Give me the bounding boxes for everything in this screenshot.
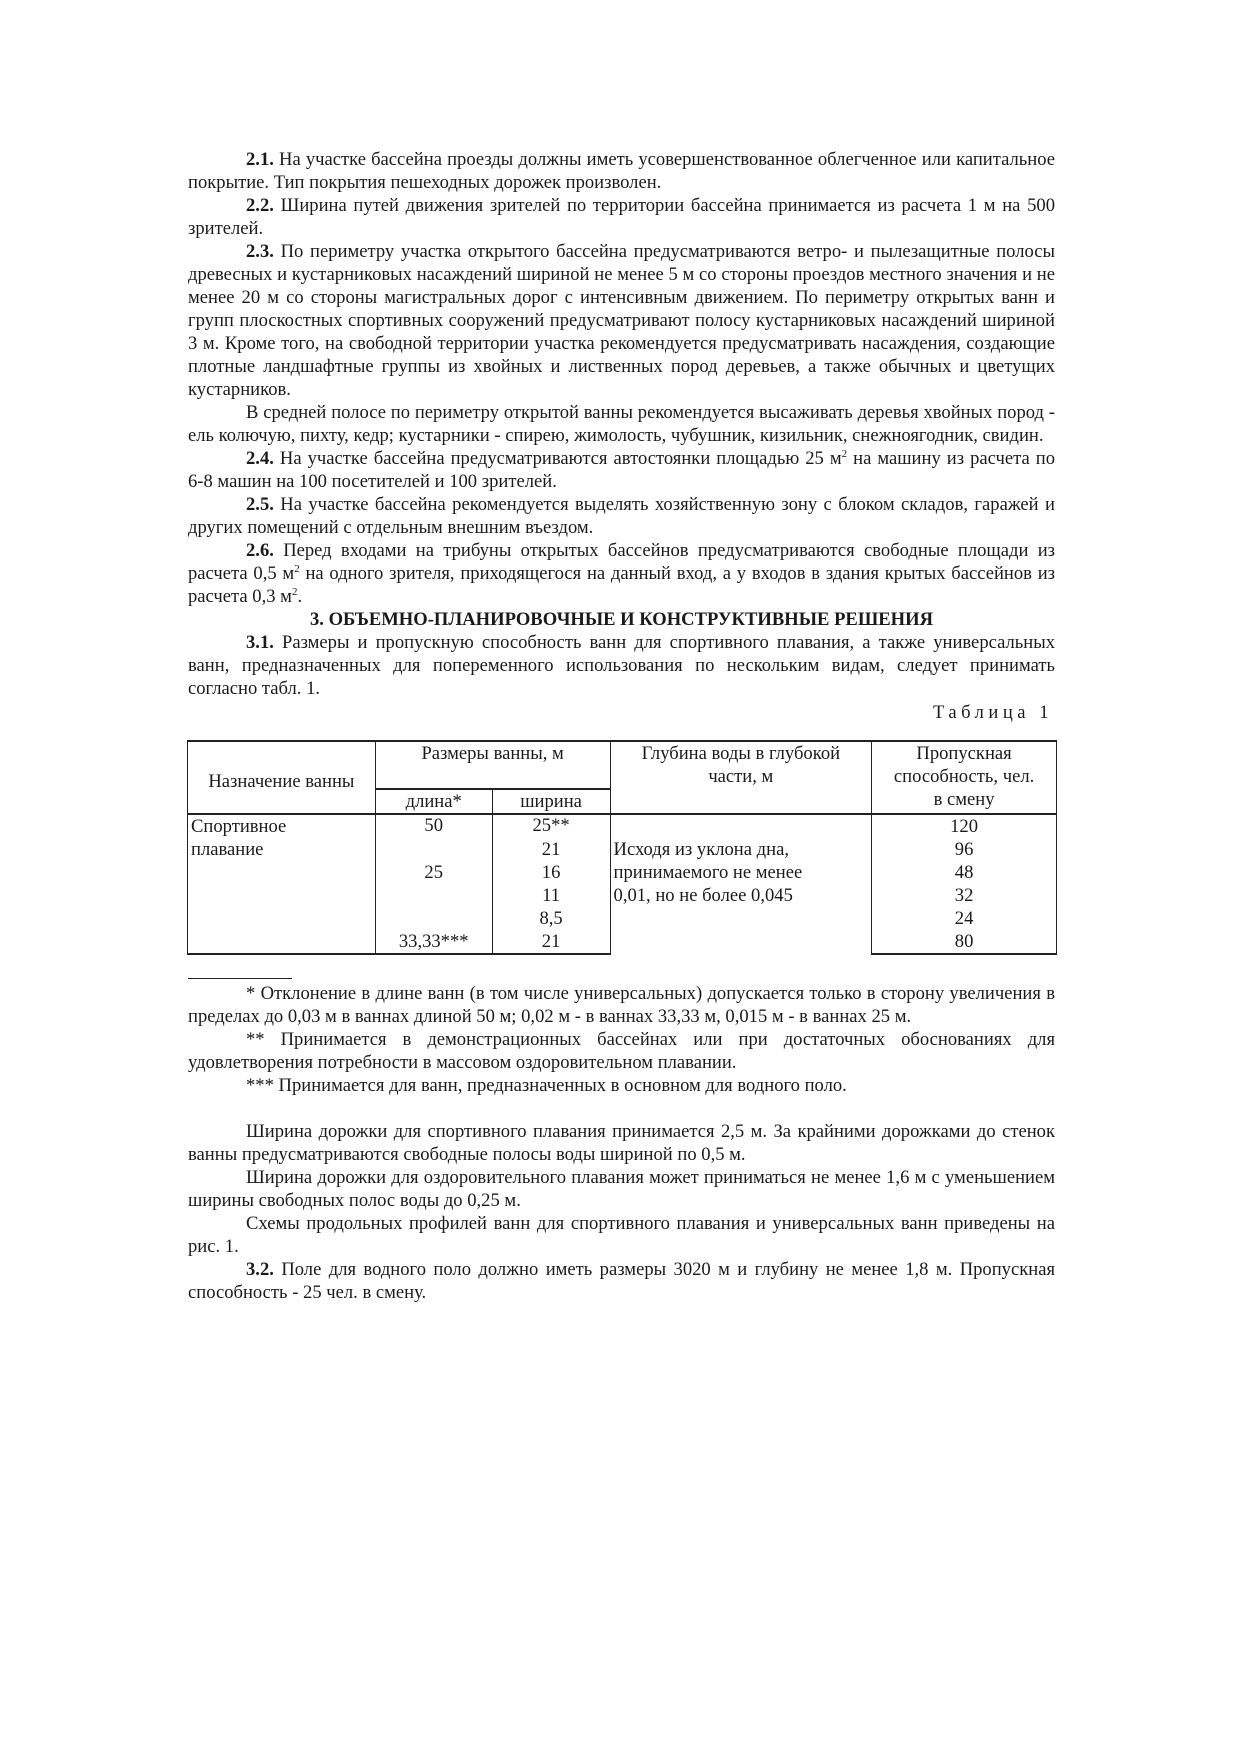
spacer <box>188 1097 1055 1120</box>
section-number: 2.2. <box>246 195 274 216</box>
paragraph-2-5: 2.5. На участке бассейна рекомендуется выделять хозяйственную зону с блоком складов, гаражей и других помещений с отдельным внешним въездом. <box>188 494 1055 538</box>
paragraph-2-2: 2.2. Ширина путей движения зрителей по территории бассейна принимается из расчета 1 м на 500 зрителей. <box>188 195 1055 239</box>
cell-capacity: 120 <box>872 814 1057 838</box>
cell-length: 33,33*** <box>375 930 492 954</box>
footnote-separator <box>188 978 292 979</box>
cell-purpose <box>188 930 376 954</box>
section-number: 2.3. <box>246 241 274 262</box>
paragraph-health-lane-width: Ширина дорожки для оздоровительного плавания может приниматься не менее 1,6 м с уменьшением ширины свободных полос воды до 0,25 м. <box>188 1167 1055 1211</box>
cell-width: 16 <box>492 861 610 884</box>
header-dimensions: Размеры ванны, м <box>375 741 610 789</box>
cell-depth: Исходя из уклона дна, принимаемого не менее 0,01, но не более 0,045 <box>610 814 872 954</box>
cell-width: 25** <box>492 814 610 838</box>
section-number: 3.2. <box>246 1259 274 1280</box>
pool-dimensions-table <box>187 740 1057 955</box>
document-page <box>188 148 1055 1304</box>
cell-width: 21 <box>492 930 610 954</box>
section-heading-3: 3. ОБЪЕМНО-ПЛАНИРОВОЧНЫЕ И КОНСТРУКТИВНЫЕ РЕШЕНИЯ <box>309 609 934 630</box>
cell-capacity: 32 <box>872 884 1057 907</box>
header-purpose: Назначение ванны <box>188 741 376 814</box>
footnote-1: * Отклонение в длине ванн (в том числе универсальных) допускается только в сторону увеличения в пределах до 0,03 м в ваннах длиной 50 м; 0,02 м - в ваннах 33,33 м, 0,015 м - в ваннах 25 м. <box>188 983 1055 1027</box>
paragraph-profiles: Схемы продольных профилей ванн для спортивного плавания и универсальных ванн приведены на рис. 1. <box>188 1213 1055 1257</box>
cell-length: 25 <box>375 861 492 884</box>
section-number: 2.6. <box>246 540 274 561</box>
cell-capacity: 80 <box>872 930 1057 954</box>
header-width: ширина <box>492 789 610 814</box>
paragraph-2-6: 2.6. Перед входами на трибуны открытых бассейнов предусматриваются свободные площади из расчета 0,5 $м^2$ на одного зрителя, приходящегося на данный вход, а у входов в здания крытых бассейнов из расчета 0,3 $м^2$. <box>188 540 1055 607</box>
paragraph-lane-width: Ширина дорожки для спортивного плавания принимается 2,5 м. За крайними дорожками до стенок ванны предусматриваются свободные полосы воды шириной по 0,5 м. <box>188 1121 1055 1165</box>
paragraph-2-3-planting: В средней полосе по периметру открытой ванны рекомендуется высаживать деревья хвойных пород - ель колючую, пихту, кедр; кустарники - спирею, жимолость, чубушник, кизильник, снежноягодник, свидин. <box>188 402 1055 446</box>
paragraph-2-3: 2.3. По периметру участка открытого бассейна предусматриваются ветро- и пылезащитные полосы древесных и кустарниковых насаждений шириной не менее 5 м со стороны проездов местного значения и не менее 20 м со стороны магистральных дорог с интенсивным движением. По периметру открытых ванн и групп плоскостных спортивных сооружений предусматривают полосу кустарниковых насаждений шириной 3 м. Кроме того, на свободной территории участка рекомендуется предусматривать насаждения, создающие плотные ландшафтные группы из хвойных и лиственных пород деревьев, а также обычных и цветущих кустарников. <box>188 241 1055 400</box>
table-caption: Таблица 1 <box>932 702 1053 723</box>
cell-width: 11 <box>492 884 610 907</box>
section-number: 2.4. <box>246 448 274 469</box>
footnote-2: ** Принимается в демонстрационных бассейнах или при достаточных обоснованиях для удовлетворения потребности в массовом оздоровительном плавании. <box>188 1029 1055 1073</box>
paragraph-2-1: 2.1. На участке бассейна проезды должны иметь усовершенствованное облегченное или капитальное покрытие. Тип покрытия пешеходных дорожек произволен. <box>188 149 1055 193</box>
section-number: 2.1. <box>246 149 274 170</box>
cell-capacity: 96 <box>872 838 1057 861</box>
paragraph-2-4: 2.4. На участке бассейна предусматриваются автостоянки площадью 25 $м^2$ на машину из расчета по 6-8 машин на 100 посетителей и 100 зрителей. <box>188 448 1055 492</box>
footnote-3: *** Принимается для ванн, предназначенных в основном для водного поло. <box>246 1075 847 1096</box>
cell-capacity: 48 <box>872 861 1057 884</box>
cell-length <box>375 838 492 861</box>
cell-length <box>375 907 492 930</box>
section-number: 2.5. <box>246 494 274 515</box>
cell-capacity: 24 <box>872 907 1057 930</box>
table-row <box>188 814 1057 838</box>
cell-width: 21 <box>492 838 610 861</box>
header-depth: Глубина воды в глубокой части, м <box>610 741 872 814</box>
cell-width: 8,5 <box>492 907 610 930</box>
paragraph-3-1: 3.1. Размеры и пропускную способность ванн для спортивного плавания, а также универсальных ванн, предназначенных для попеременного использования по нескольким видам, следует принимать согласно табл. 1. <box>188 632 1056 699</box>
section-number: 3.1. <box>246 632 274 653</box>
header-length: длина* <box>375 789 492 814</box>
header-capacity: Пропускная способность, чел. в смену <box>872 741 1057 814</box>
cell-length: 50 <box>375 814 492 838</box>
paragraph-3-2: 3.2. Поле для водного поло должно иметь размеры 3020 м и глубину не менее 1,8 м. Пропускная способность - 25 чел. в смену. <box>188 1259 1056 1303</box>
cell-purpose: Спортивное плавание <box>188 814 376 930</box>
cell-length <box>375 884 492 907</box>
